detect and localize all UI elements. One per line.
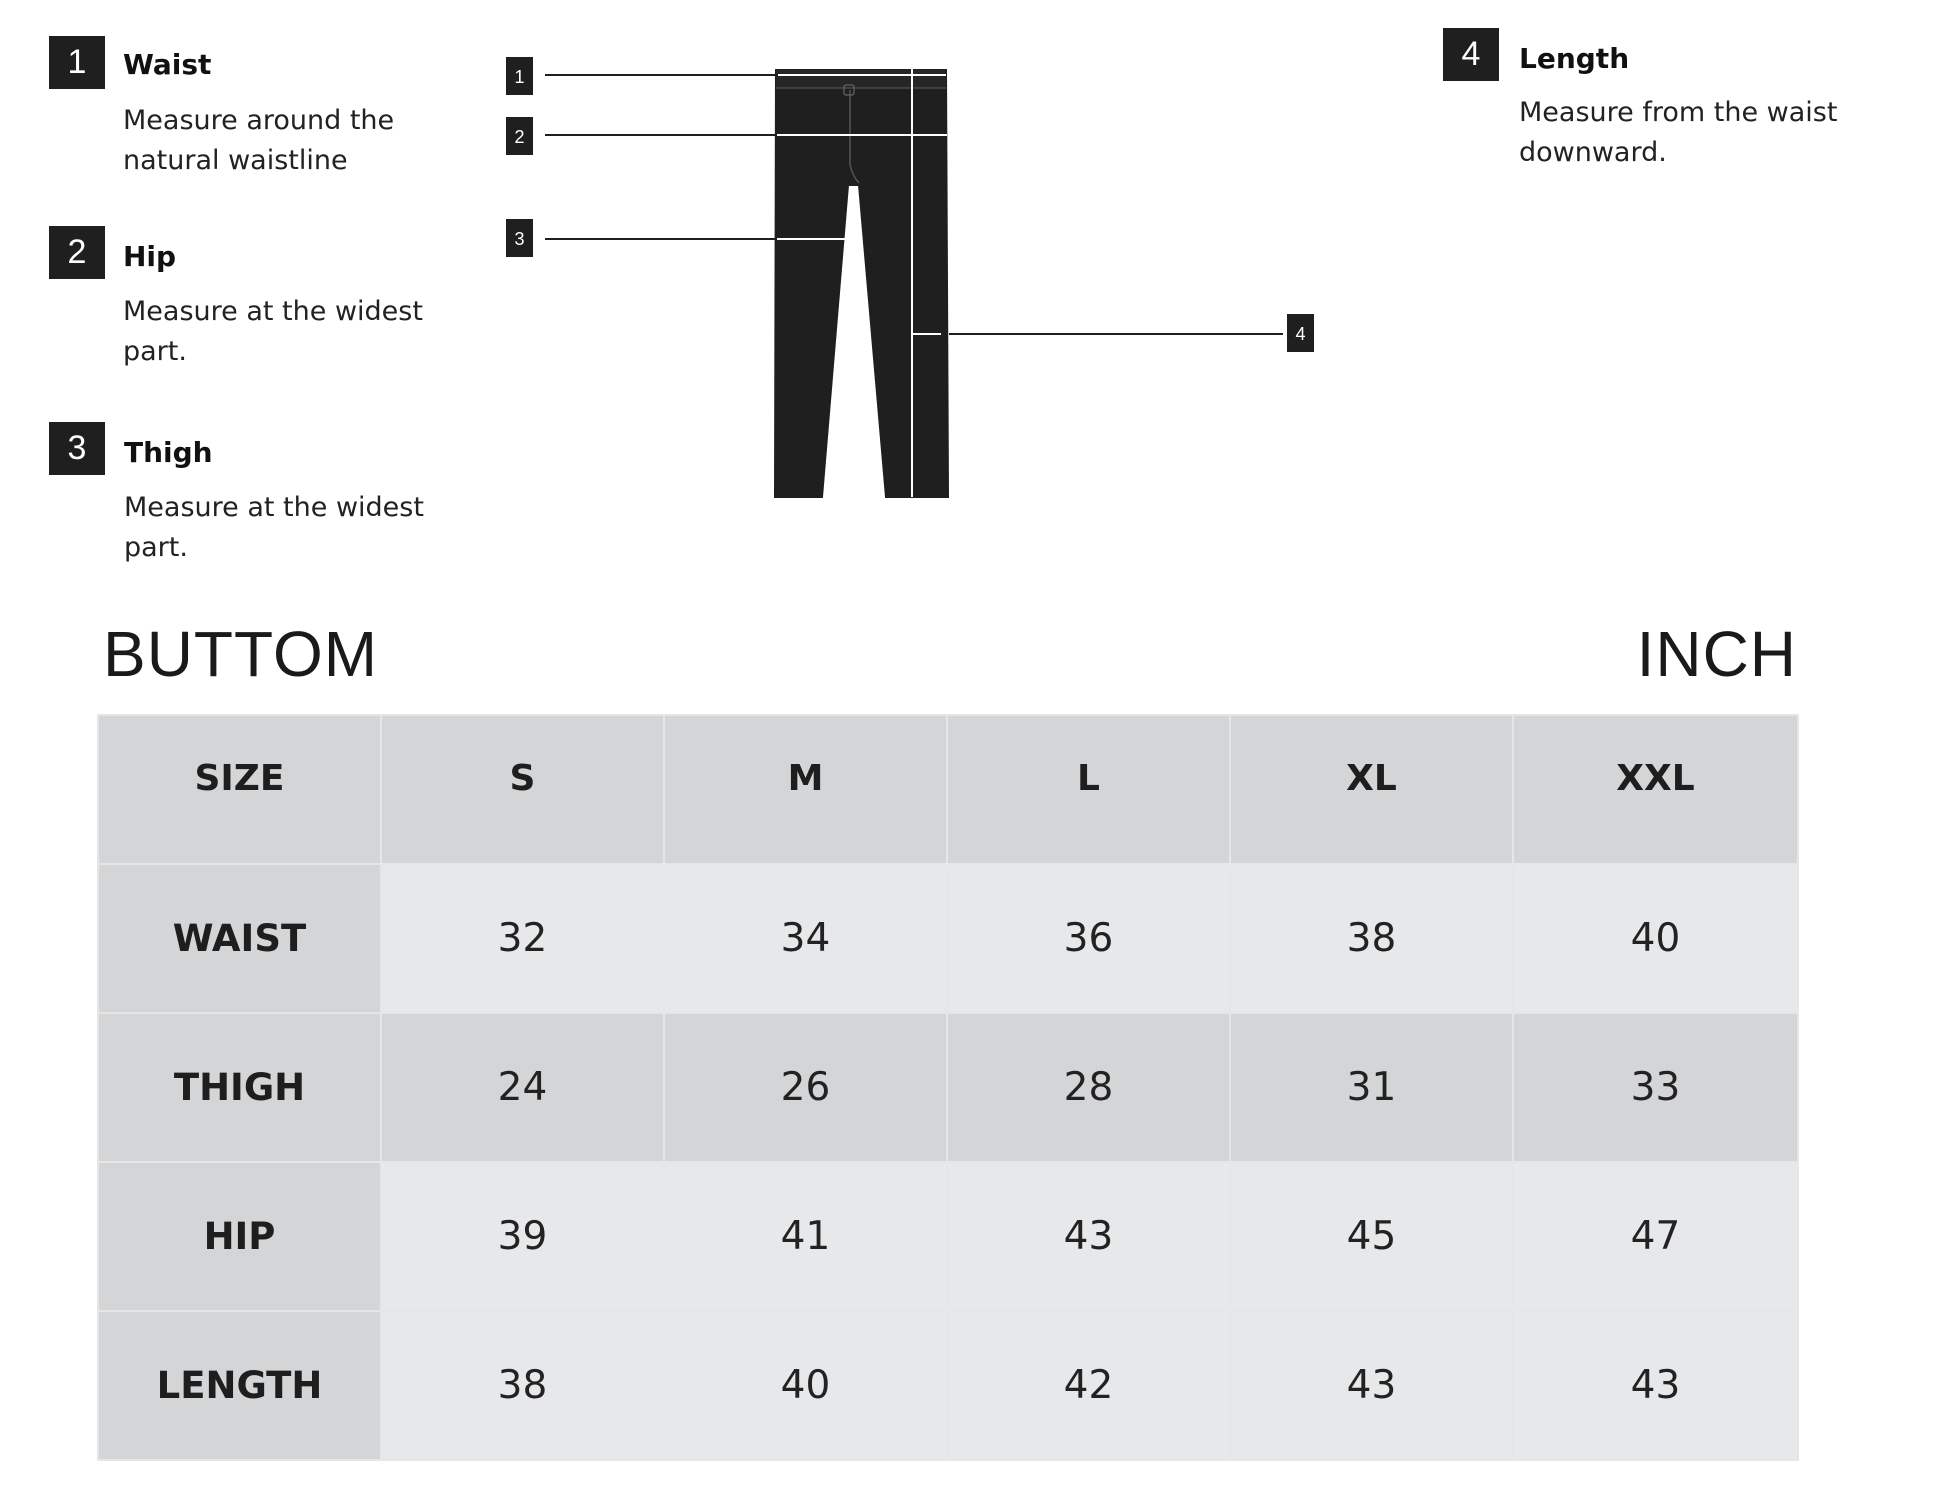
legend-title-length: Length	[1519, 42, 1630, 75]
legend-desc-thigh: Measure at the widest part.	[124, 492, 424, 563]
table-cell: 28	[947, 1013, 1230, 1162]
table-cell: 40	[664, 1311, 947, 1460]
row-label-thigh: THIGH	[98, 1013, 381, 1162]
table-cell: 36	[947, 864, 1230, 1013]
legend-desc-hip: Measure at the widest part.	[123, 296, 423, 367]
row-label-waist: WAIST	[98, 864, 381, 1013]
legend-title-thigh: Thigh	[124, 436, 213, 469]
legend-number-4: 4	[1443, 28, 1499, 81]
table-row-hip	[98, 1162, 1798, 1311]
marker-3-label: 3	[514, 229, 525, 249]
legend-number-3: 3	[49, 422, 105, 475]
column-header-l: L	[947, 715, 1230, 864]
table-cell: 34	[664, 864, 947, 1013]
column-header-s: S	[381, 715, 664, 864]
table-cell: 45	[1230, 1162, 1513, 1311]
marker-1	[506, 57, 533, 95]
row-label-length: LENGTH	[98, 1311, 381, 1460]
table-cell: 33	[1513, 1013, 1798, 1162]
table-cell: 38	[1230, 864, 1513, 1013]
legend-number-1: 1	[49, 36, 105, 89]
table-cell: 39	[381, 1162, 664, 1311]
marker-4-label: 4	[1295, 324, 1306, 344]
table-cell: 47	[1513, 1162, 1798, 1311]
table-row-thigh	[98, 1013, 1798, 1162]
table-cell: 43	[947, 1162, 1230, 1311]
size-chart-table	[97, 714, 1799, 1461]
column-header-xxl: XXL	[1513, 715, 1798, 864]
waistband	[776, 70, 946, 88]
legend-desc-waist: Measure around the natural waistline	[123, 105, 395, 176]
pants-illustration	[775, 67, 948, 497]
table-corner-label: SIZE	[98, 715, 381, 864]
legend-item-hip	[49, 226, 449, 376]
table-cell: 43	[1513, 1311, 1798, 1460]
section-title: BUTTOM	[103, 618, 379, 690]
unit-label: INCH	[1636, 618, 1797, 690]
table-cell: 38	[381, 1311, 664, 1460]
row-label-hip: HIP	[98, 1162, 381, 1311]
table-cell: 40	[1513, 864, 1798, 1013]
table-row-length	[98, 1311, 1798, 1460]
marker-4	[1287, 314, 1314, 352]
legend-item-length	[1443, 28, 1863, 178]
legend-title-waist: Waist	[123, 48, 212, 81]
table-cell: 32	[381, 864, 664, 1013]
table-header-row	[98, 715, 1798, 864]
table-cell: 24	[381, 1013, 664, 1162]
legend-desc-length: Measure from the waist downward.	[1519, 97, 1838, 168]
pants-measurement-diagram	[490, 45, 1340, 515]
marker-1-label: 1	[514, 67, 525, 87]
table-cell: 41	[664, 1162, 947, 1311]
legend-title-hip: Hip	[123, 240, 177, 273]
table-cell: 43	[1230, 1311, 1513, 1460]
legend-number-2: 2	[49, 226, 105, 279]
marker-2	[506, 117, 533, 155]
legend-item-waist	[49, 36, 449, 186]
marker-3	[506, 219, 533, 257]
table-cell: 42	[947, 1311, 1230, 1460]
table-cell: 31	[1230, 1013, 1513, 1162]
table-row-waist	[98, 864, 1798, 1013]
column-header-xl: XL	[1230, 715, 1513, 864]
legend-item-thigh	[49, 422, 449, 572]
table-cell: 26	[664, 1013, 947, 1162]
marker-2-label: 2	[514, 127, 525, 147]
column-header-m: M	[664, 715, 947, 864]
